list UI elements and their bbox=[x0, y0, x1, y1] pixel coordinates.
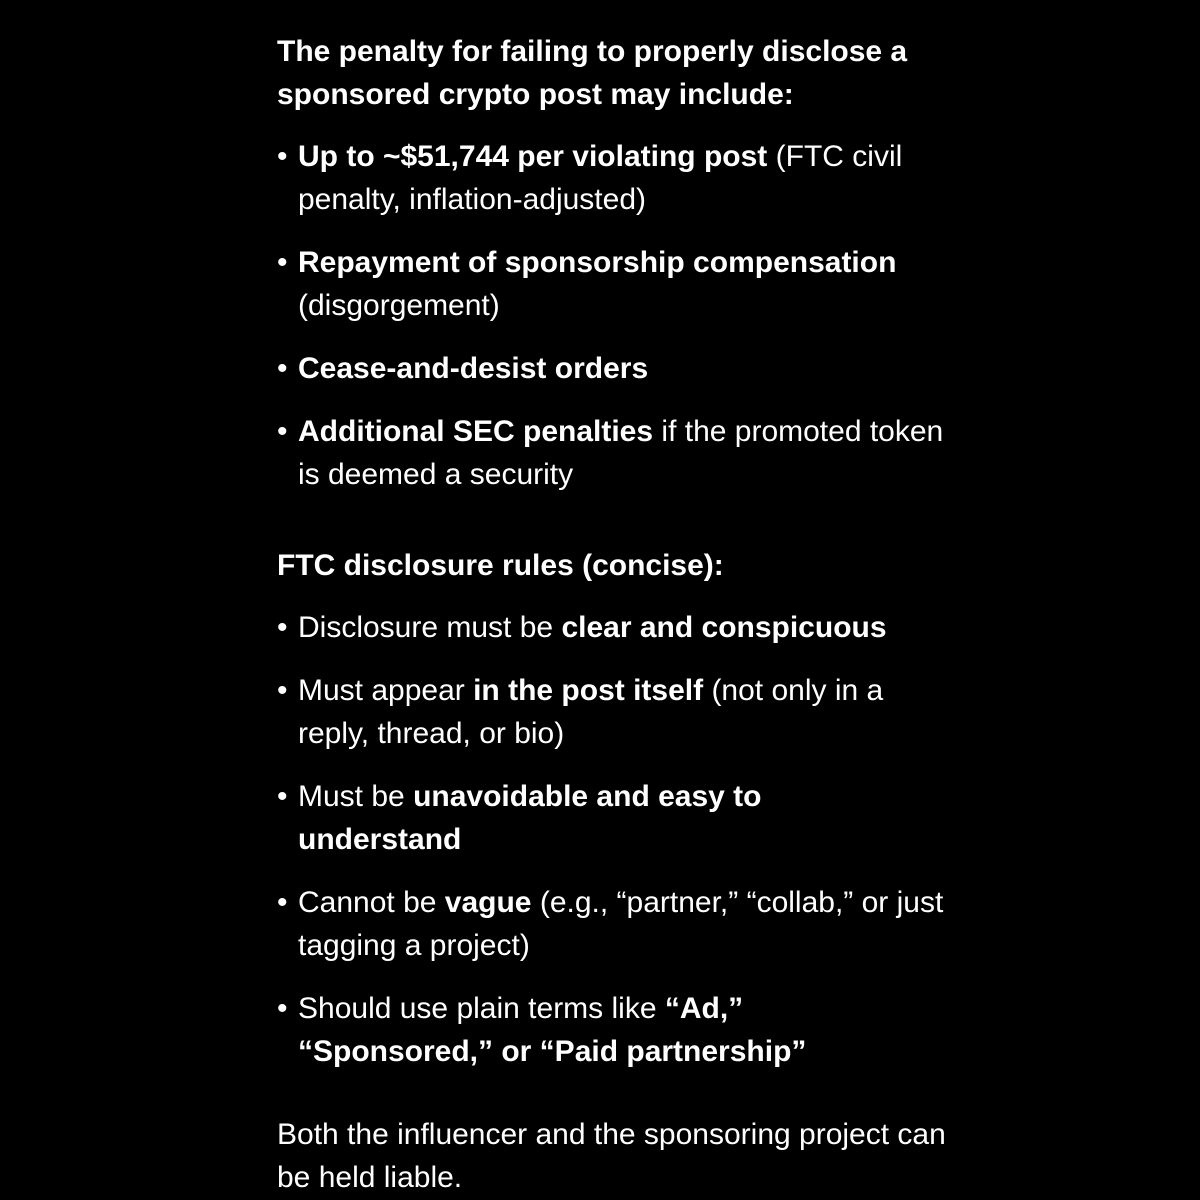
list-item bbox=[277, 241, 958, 327]
penalty-list bbox=[277, 135, 977, 496]
item-bold-text: Up to ~$51,744 per violating post bbox=[298, 140, 768, 173]
item-bold-text: Additional SEC penalties bbox=[298, 415, 654, 448]
list-item bbox=[277, 606, 958, 649]
bullet-icon: • bbox=[277, 992, 288, 1025]
item-text: Disclosure must be bbox=[298, 611, 562, 644]
bullet-icon: • bbox=[277, 140, 288, 173]
item-bold-text: in the post itself bbox=[473, 674, 704, 707]
list-item bbox=[277, 669, 958, 755]
bullet-icon: • bbox=[277, 674, 288, 707]
bullet-icon: • bbox=[277, 246, 288, 279]
item-text: Should use plain terms like bbox=[298, 992, 665, 1025]
list-item bbox=[277, 347, 958, 390]
item-bold-text: clear and conspicuous bbox=[561, 611, 887, 644]
bullet-icon: • bbox=[277, 886, 288, 919]
item-bold-text: vague bbox=[444, 886, 532, 919]
bullet-icon: • bbox=[277, 415, 288, 448]
bullet-icon: • bbox=[277, 611, 288, 644]
item-text: Must be bbox=[298, 780, 414, 813]
item-text: (disgorgement) bbox=[298, 289, 500, 322]
ftc-rules-list bbox=[277, 606, 977, 1073]
bullet-icon: • bbox=[277, 780, 288, 813]
item-text: Cannot be bbox=[298, 886, 445, 919]
item-bold-text: Repayment of sponsorship compensation bbox=[298, 246, 897, 279]
list-item bbox=[277, 881, 978, 967]
item-bold-text: unavoidable and easy to understand bbox=[298, 780, 762, 856]
bullet-icon: • bbox=[277, 352, 288, 385]
list-item bbox=[277, 410, 958, 496]
penalty-heading: The penalty for failing to properly disclose a sponsored crypto post may include: bbox=[277, 35, 908, 111]
item-bold-text: Cease-and-desist orders bbox=[298, 352, 649, 385]
liability-note: Both the influencer and the sponsoring project can be held liable. bbox=[277, 1118, 946, 1194]
item-text: (not only in a reply, thread, or bio) bbox=[298, 674, 884, 750]
item-text: (e.g., “partner,” “collab,” or just tagging a project) bbox=[298, 886, 944, 962]
item-bold-text: “Ad,” “Sponsored,” or “Paid partnership” bbox=[298, 992, 807, 1068]
list-item bbox=[277, 775, 838, 861]
item-text: (FTC civil penalty, inflation-adjusted) bbox=[298, 140, 903, 216]
item-text: Must appear bbox=[298, 674, 474, 707]
list-item bbox=[277, 135, 958, 221]
ftc-rules-heading: FTC disclosure rules (concise): bbox=[277, 549, 724, 582]
item-text: if the promoted token is deemed a security bbox=[298, 415, 944, 491]
list-item bbox=[277, 987, 858, 1073]
document-content bbox=[277, 30, 977, 1199]
